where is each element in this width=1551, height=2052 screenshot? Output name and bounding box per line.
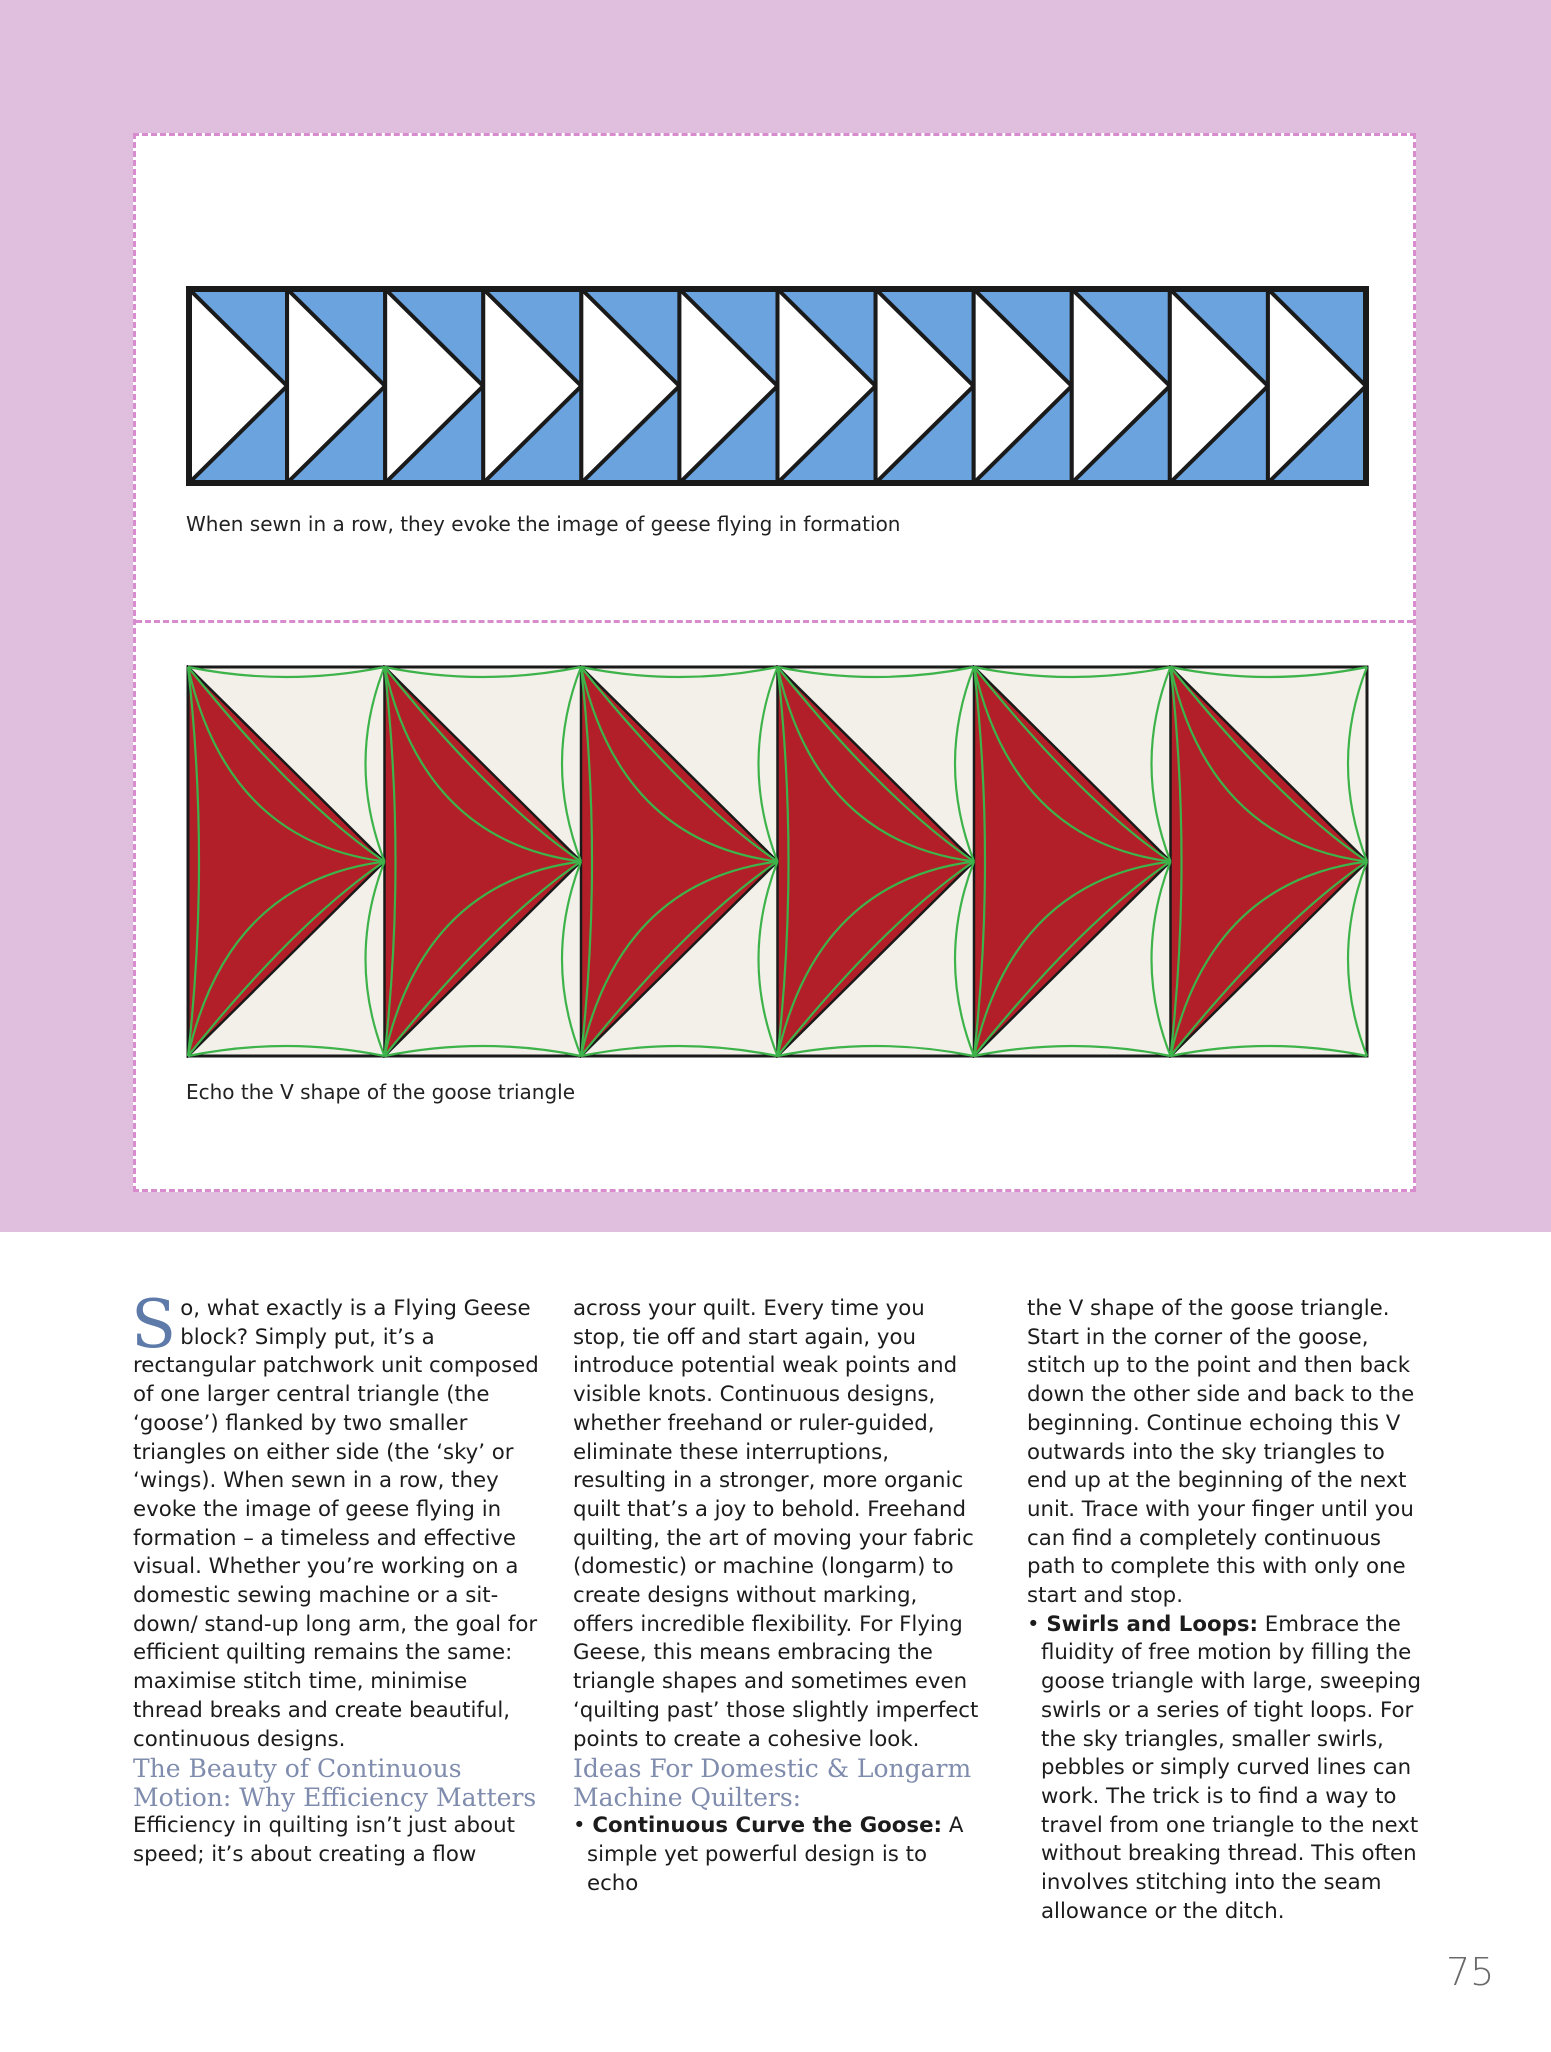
article-column-3 bbox=[1027, 1295, 1427, 1926]
section-heading-2: Ideas For Domestic & Longarm Machine Quilters: bbox=[573, 1754, 972, 1813]
bullet-title: Swirls and Loops: bbox=[1046, 1611, 1259, 1637]
panel-divider bbox=[136, 620, 1413, 623]
page-number: 75 bbox=[1446, 1950, 1495, 1994]
bullet-continuous-curve-continued: the V shape of the goose triangle. Start in the corner of the goose, stitch up to the point and then back down the other side and back to the beginning. Continue echoing this V outwards into the sky triangles to end up at the beginning of the next unit. Trace with your finger until you can find a completely continuous path to complete this with only one start and stop. bbox=[1027, 1296, 1415, 1609]
section-heading-1: The Beauty of Continuous Motion: Why Efficiency Matters bbox=[133, 1754, 537, 1813]
echo-quilting-figure bbox=[186, 665, 1369, 1058]
article-column-2 bbox=[573, 1295, 983, 1898]
intro-paragraph bbox=[131, 1286, 543, 1754]
efficiency-paragraph-continued: across your quilt. Every time you stop, tie off and start again, you introduce potential weak points and visible knots. Continuous designs, whether freehand or ruler-guided, eliminate these interruptions, resulting in a stronger, more organic quilt that’s a joy to behold. Freehand quilting, the art of moving your fabric (domestic) or machine (longarm) to create designs without marking, offers incredible flexibility. For Flying Geese, this means embracing the triangle shapes and sometimes even ‘quilting past’ those slightly imperfect points to create a cohesive look. bbox=[573, 1296, 979, 1752]
intro-text: o, what exactly is a Flying Geese block? Simply put, it’s a rectangular patchwork unit composed of one larger central triangle (the ‘goose’) flanked by two smaller triangles on either side (the ‘sky’ or ‘wings). When sewn in a row, they evoke the image of geese flying in formation – a timeless and effective visual. Whether you’re working on a domestic sewing machine or a sit-down/ stand-up long arm, the goal for efficient quilting remains the same: maximise stitch time, minimise thread breaks and create beautiful, continuous designs. bbox=[133, 1296, 539, 1752]
article-column-1 bbox=[131, 1286, 543, 1870]
bullet-swirls-loops: • Swirls and Loops: Embrace the fluidity of free motion by filling the goose triangle with large, sweeping swirls or a series of tight loops. For the sky triangles, smaller swirls, pebbles or simply curved lines can work. The trick is to find a way to travel from one triangle to the next without breaking thread. This often involves stitching into the seam allowance or the ditch. bbox=[1027, 1611, 1422, 1924]
drop-cap: S bbox=[131, 1286, 177, 1363]
figure-caption-1: When sewn in a row, they evoke the image of geese flying in formation bbox=[186, 512, 901, 536]
figure-panel bbox=[133, 133, 1416, 1192]
figure-caption-2: Echo the V shape of the goose triangle bbox=[186, 1080, 576, 1104]
flying-geese-row-figure bbox=[186, 286, 1369, 486]
efficiency-paragraph: Efficiency in quilting isn’t just about speed; it’s about creating a flow bbox=[133, 1813, 515, 1867]
bullet-continuous-curve: • Continuous Curve the Goose: A simple yet powerful design is to echo bbox=[573, 1813, 964, 1896]
bullet-title: Continuous Curve the Goose: bbox=[592, 1813, 943, 1839]
